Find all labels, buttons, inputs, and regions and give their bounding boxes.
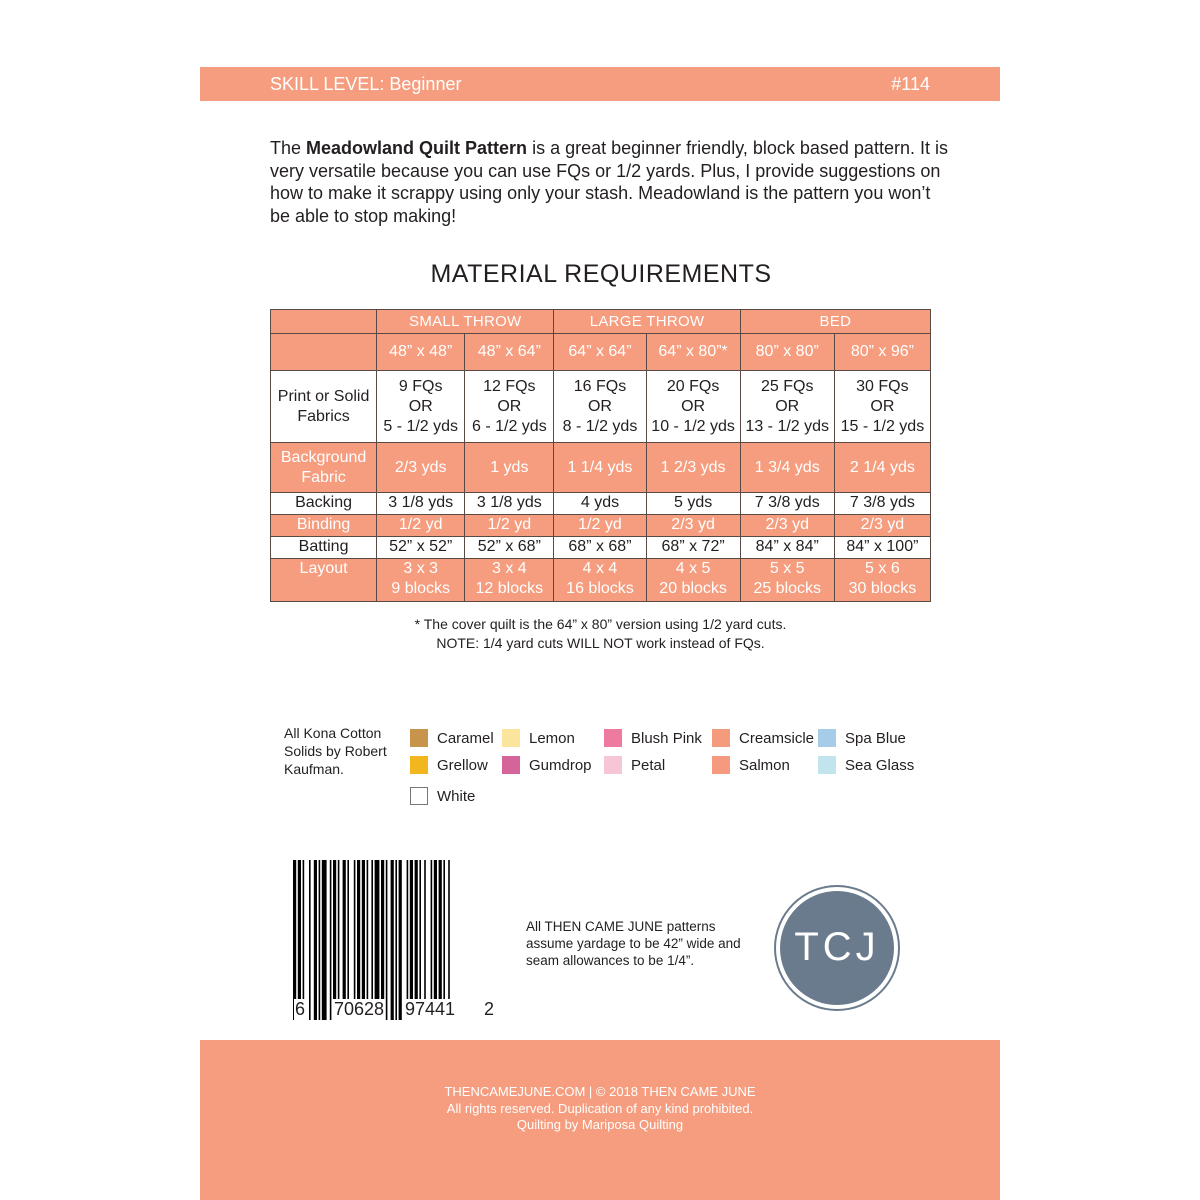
size-header: 48” x 64” [465, 334, 554, 371]
footer-copyright: THENCAMEJUNE.COM | © 2018 THEN CAME JUNE [444, 1084, 756, 1099]
barcode-bar [357, 860, 360, 1020]
barcode-bar [399, 860, 402, 1020]
barcode-bar [375, 860, 380, 1020]
barcode-bar [362, 860, 365, 1020]
swatch-label: Creamsicle [739, 729, 815, 747]
table-cell: 25 FQs OR 13 - 1/2 yds [740, 370, 834, 442]
table-cell: 3 1/8 yds [377, 492, 465, 514]
table-cell: 2 1/4 yds [834, 443, 930, 492]
color-swatch [502, 756, 520, 774]
barcode-bar [415, 860, 418, 1020]
barcode-digit-last: 2 [484, 999, 495, 1019]
size-header: 64” x 64” [554, 334, 646, 371]
color-swatch [712, 756, 730, 774]
table-cell: 68” x 68” [554, 536, 646, 558]
table-cell: 20 FQs OR 10 - 1/2 yds [646, 370, 740, 442]
skill-level-bar [200, 67, 1000, 101]
row-label: Backing [271, 492, 377, 514]
table-row [271, 370, 931, 442]
intro-rest: is a great beginner friendly, block based pattern. It is very versatile because you can use FQs or 1/2 yards. Plus, I provide suggestions on how to make it scrappy using only your stash. Meadowland is the pattern you won’t be able to stop making! [270, 138, 948, 226]
fq-warning-note: NOTE: 1/4 yard cuts WILL NOT work instead of FQs. [436, 635, 765, 651]
row-label: Background Fabric [271, 443, 377, 492]
swatch-item [604, 756, 665, 774]
barcode-bar [439, 860, 442, 1020]
table-cell: 1/2 yd [554, 514, 646, 536]
barcode-group-1: 70628 [334, 999, 385, 1019]
barcode-bar [391, 860, 394, 1020]
barcode-bar [386, 860, 388, 1020]
intro-lead: The [270, 138, 307, 158]
table-cell: 2/3 yd [740, 514, 834, 536]
table-cell: 52” x 68” [465, 536, 554, 558]
swatch-label: Lemon [529, 729, 575, 747]
table-row [271, 443, 931, 492]
barcode-bar [333, 860, 336, 1020]
barcode-bar [448, 860, 450, 1020]
table-cell: 5 x 6 30 blocks [834, 558, 930, 601]
material-requirements-title: MATERIAL REQUIREMENTS [430, 260, 772, 288]
barcode [293, 860, 503, 1020]
fabric-line-intro: All Kona Cotton Solids by Robert Kaufman. [284, 725, 387, 777]
row-label: Binding [271, 514, 377, 536]
table-cell: 68” x 72” [646, 536, 740, 558]
barcode-bar [303, 860, 305, 1020]
swatch-item [818, 756, 914, 774]
barcode-bar [381, 860, 384, 1020]
table-cell: 84” x 100” [834, 536, 930, 558]
table-cell: 52” x 52” [377, 536, 465, 558]
table-cell: 5 x 5 25 blocks [740, 558, 834, 601]
color-swatch [410, 756, 428, 774]
table-cell: 1 3/4 yds [740, 443, 834, 492]
swatch-label: Petal [631, 756, 666, 774]
barcode-bar [410, 860, 413, 1020]
pattern-description [270, 137, 950, 227]
table-row [271, 536, 931, 558]
swatch-label: Blush Pink [631, 729, 702, 747]
barcode-bar [354, 860, 356, 1020]
size-header: 48” x 48” [377, 334, 465, 371]
swatch-item [502, 729, 575, 747]
table-cell: 12 FQs OR 6 - 1/2 yds [465, 370, 554, 442]
yardage-assumption: All THEN CAME JUNE patterns assume yardage to be 42” wide and seam allowances to be 1/4”. [526, 919, 741, 968]
color-swatch [818, 729, 836, 747]
table-notes [270, 615, 931, 653]
table-cell: 2/3 yd [834, 514, 930, 536]
table-row [271, 514, 931, 536]
barcode-bar [407, 860, 409, 1020]
barcode-bar [309, 860, 311, 1020]
tcj-logo: TCJ [776, 887, 898, 1009]
swatch-item [604, 729, 702, 747]
table-cell: 4 x 5 20 blocks [646, 558, 740, 601]
group-header: LARGE THROW [554, 310, 740, 334]
color-swatch [712, 729, 730, 747]
barcode-bar [431, 860, 433, 1020]
swatch-label: Sea Glass [845, 756, 915, 774]
row-label: Print or Solid Fabrics [271, 370, 377, 442]
barcode-bar [367, 860, 369, 1020]
table-cell: 7 3/8 yds [740, 492, 834, 514]
barcode-bar [443, 860, 445, 1020]
row-label: Batting [271, 536, 377, 558]
barcode-bar [424, 860, 426, 1020]
swatch-item [818, 729, 906, 747]
barcode-bar [330, 860, 332, 1020]
size-header: 80” x 96” [834, 334, 930, 371]
swatch-label: Caramel [437, 729, 494, 747]
color-swatch [604, 729, 622, 747]
barcode-bar [338, 860, 340, 1020]
swatch-item [712, 729, 814, 747]
swatch-label: Salmon [739, 756, 790, 774]
table-row [271, 558, 931, 601]
swatch-item [712, 756, 790, 774]
barcode-bar [314, 860, 317, 1020]
swatch-item [410, 787, 475, 805]
barcode-digit-first: 6 [295, 999, 306, 1019]
table-cell: 1 yds [465, 443, 554, 492]
barcode-bar [293, 860, 296, 1020]
row-label: Layout [271, 558, 377, 601]
table-cell: 4 yds [554, 492, 646, 514]
swatch-item [410, 729, 494, 747]
barcode-bar [395, 860, 397, 1020]
table-cell: 3 x 3 9 blocks [377, 558, 465, 601]
color-swatch [604, 756, 622, 774]
pattern-name: Meadowland Quilt Pattern [306, 138, 528, 158]
color-swatch [818, 756, 836, 774]
cover-quilt-note: * The cover quilt is the 64” x 80” version using 1/2 yard cuts. [414, 616, 787, 632]
barcode-bar [322, 860, 327, 1020]
group-header: SMALL THROW [377, 310, 554, 334]
pattern-number: #114 [891, 74, 930, 94]
corner-cell [271, 310, 377, 334]
footer [200, 1040, 1000, 1200]
size-header: 64” x 80”* [646, 334, 740, 371]
swatch-item [410, 756, 488, 774]
color-swatch [410, 729, 428, 747]
corner-cell [271, 334, 377, 371]
barcode-bar [371, 860, 373, 1020]
swatch-label: Gumdrop [529, 756, 592, 774]
table-cell: 3 x 4 12 blocks [465, 558, 554, 601]
table-row [271, 492, 931, 514]
table-cell: 30 FQs OR 15 - 1/2 yds [834, 370, 930, 442]
table-cell: 1 2/3 yds [646, 443, 740, 492]
table-cell: 2/3 yds [377, 443, 465, 492]
table-cell: 2/3 yd [646, 514, 740, 536]
table-cell: 1 1/4 yds [554, 443, 646, 492]
skill-level: SKILL LEVEL: Beginner [270, 74, 462, 94]
table-cell: 5 yds [646, 492, 740, 514]
swatch-label: Spa Blue [845, 729, 906, 747]
table-cell: 16 FQs OR 8 - 1/2 yds [554, 370, 646, 442]
barcode-bar [319, 860, 321, 1020]
swatch-label: White [437, 787, 476, 805]
barcode-bar [298, 860, 301, 1020]
color-swatch [502, 729, 520, 747]
table-cell: 1/2 yd [377, 514, 465, 536]
barcode-bar [419, 860, 421, 1020]
table-cell: 84” x 84” [740, 536, 834, 558]
barcode-bar [343, 860, 346, 1020]
material-requirements-table [270, 309, 931, 602]
swatch-label: Grellow [437, 756, 488, 774]
barcode-bar [347, 860, 349, 1020]
barcode-bar [434, 860, 437, 1020]
table-cell: 7 3/8 yds [834, 492, 930, 514]
group-header: BED [740, 310, 930, 334]
footer-quilting-credit: Quilting by Mariposa Quilting [516, 1117, 684, 1132]
color-swatch [410, 787, 428, 805]
table-cell: 4 x 4 16 blocks [554, 558, 646, 601]
size-header: 80” x 80” [740, 334, 834, 371]
footer-rights: All rights reserved. Duplication of any kind prohibited. [446, 1100, 754, 1116]
table-cell: 3 1/8 yds [465, 492, 554, 514]
table-cell: 1/2 yd [465, 514, 554, 536]
swatch-item [502, 756, 592, 774]
barcode-group-2: 97441 [405, 999, 456, 1019]
table-cell: 9 FQs OR 5 - 1/2 yds [377, 370, 465, 442]
